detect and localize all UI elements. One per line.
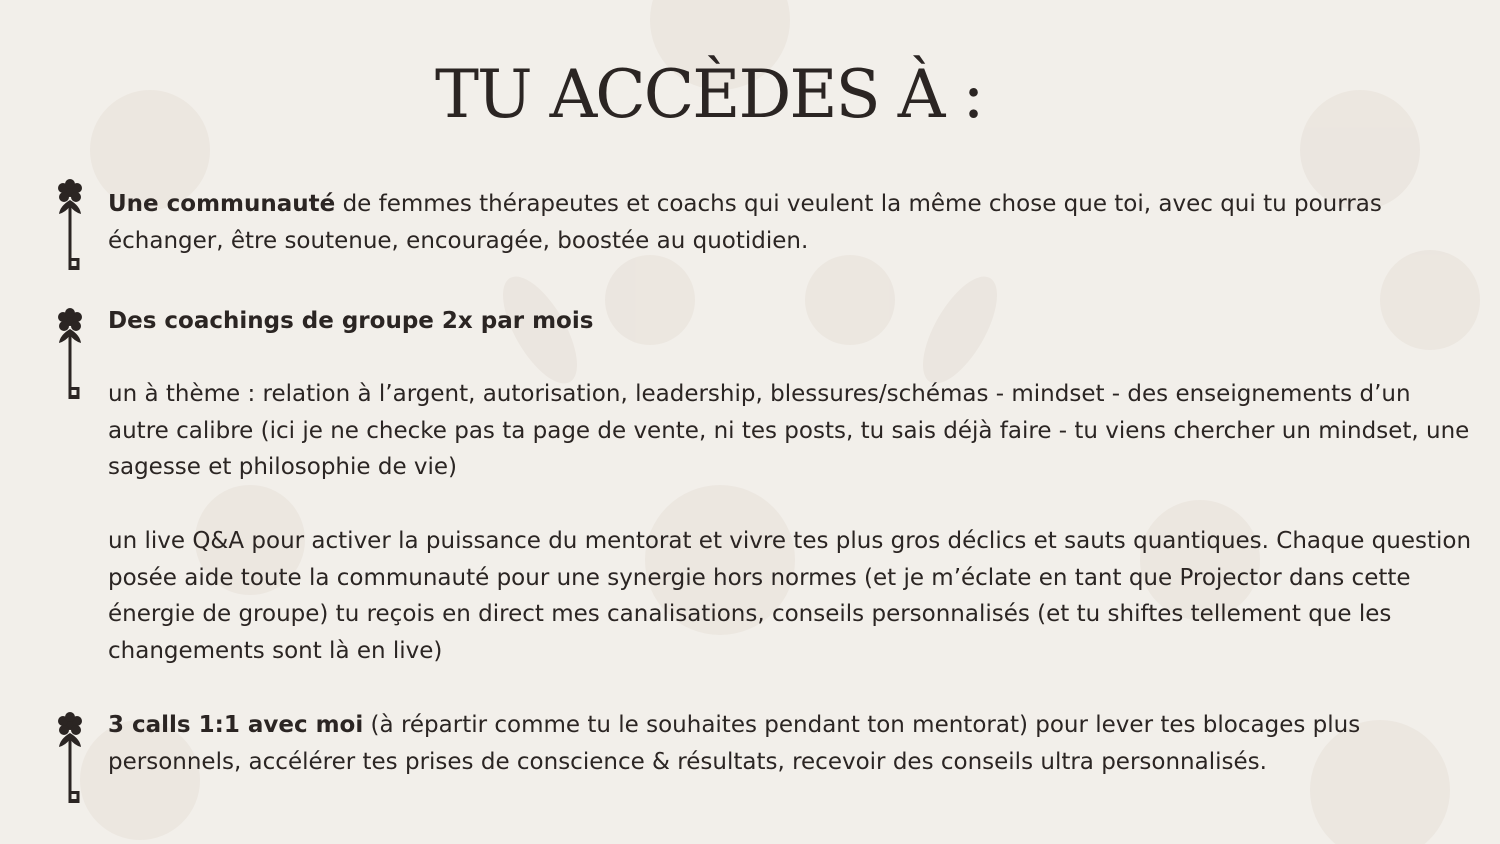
item-text <box>108 186 1478 259</box>
item-description: (à répartir comme tu le souhaites pendant ton mentorat) pour lever tes blocages plus personnels, accélérer tes prises de conscience & résultats, recevoir des conseils ultra personnalisés. <box>108 712 1361 775</box>
item-text <box>108 707 1478 780</box>
item-subparagraph: un à thème : relation à l’argent, autorisation, leadership, blessures/schémas - mindset - des enseignements d’un autre calibre (ici je ne checke pas ta page de vente, ni tes posts, tu sais déjà faire - tu viens chercher un mindset, une sagesse et philosophie de vie) <box>108 381 1470 481</box>
item-heading: 3 calls 1:1 avec moi <box>108 712 364 738</box>
item-description: de femmes thérapeutes et coachs qui veulent la même chose que toi, avec qui tu pourras échanger, être soutenue, encouragée, boostée au quotidien. <box>108 191 1382 254</box>
item-heading: Une communauté <box>108 191 336 217</box>
item-heading: Des coachings de groupe 2x par mois <box>108 308 594 334</box>
flower-key-icon <box>55 711 85 807</box>
flower-key-icon <box>55 178 85 274</box>
item-subparagraph: un live Q&A pour activer la puissance du mentorat et vivre tes plus gros déclics et sauts quantiques. Chaque question posée aide toute la communauté pour une synergie hors normes (et je m’éclate en tant que Projector dans cette énergie de groupe) tu reçois en direct mes canalisations, conseils personnalisés (et tu shiftes tellement que les changements sont là en live) <box>108 528 1472 665</box>
flower-key-icon <box>55 307 85 403</box>
page-title: TU ACCÈDES À : <box>435 56 983 133</box>
